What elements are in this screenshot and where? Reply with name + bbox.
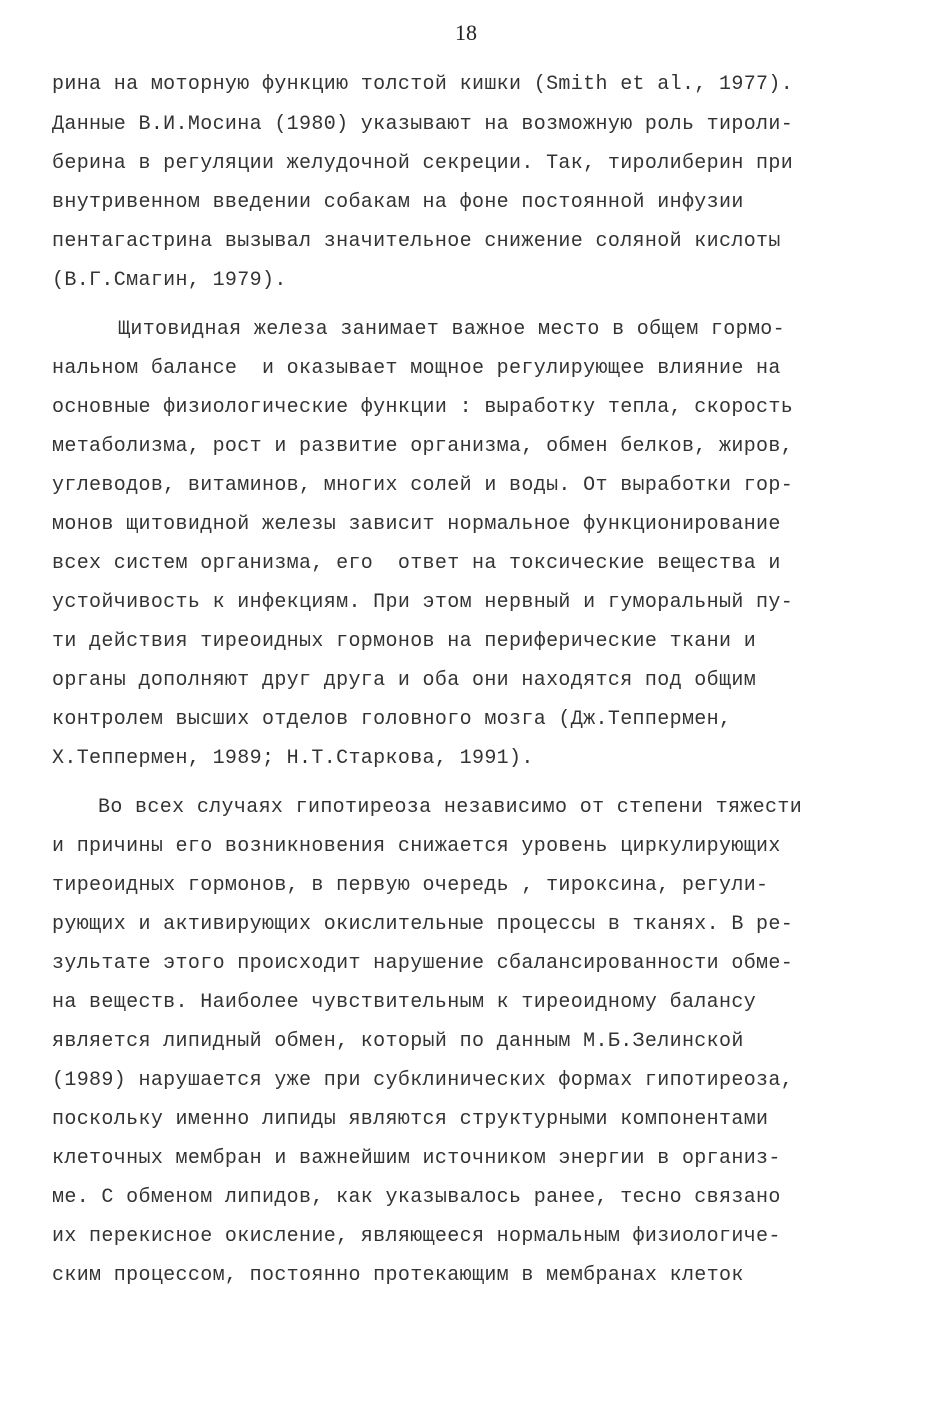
text-line: Х.Теппермен, 1989; Н.Т.Старкова, 1991).	[52, 747, 534, 770]
text-line: всех систем организма, его ответ на токсические вещества и	[52, 552, 781, 575]
text-line: контролем высших отделов головного мозга (Дж.Теппермен,	[52, 708, 732, 731]
text-line: поскольку именно липиды являются структурными компонентами	[52, 1108, 769, 1131]
text-line: зультате этого происходит нарушение сбалансированности обме-	[52, 952, 794, 975]
text-line: устойчивость к инфекциям. При этом нервный и гуморальный пу-	[52, 591, 794, 614]
text-line: ским процессом, постоянно протекающим в мембранах клеток	[52, 1264, 744, 1287]
text-line: пентагастрина вызывал значительное снижение соляной кислоты	[52, 230, 781, 253]
page-number: 18	[455, 20, 477, 45]
text-line: Во всех случаях гипотиреоза независимо от степени тяжести	[98, 796, 803, 819]
text-line: рина на моторную функцию толстой кишки (Smith et al., 1977).	[52, 73, 794, 96]
text-line: монов щитовидной железы зависит нормальное функционирование	[52, 513, 781, 536]
text-line: на веществ. Наиболее чувствительным к тиреоидному балансу	[52, 991, 757, 1014]
text-line: ме. С обменом липидов, как указывалось ранее, тесно связано	[52, 1186, 781, 1209]
text-line: внутривенном введении собакам на фоне постоянной инфузии	[52, 191, 744, 214]
text-line: является липидный обмен, который по данным М.Б.Зелинской	[52, 1030, 744, 1053]
text-line: тиреоидных гормонов, в первую очередь , тироксина, регули-	[52, 874, 769, 897]
text-line: Данные В.И.Мосина (1980) указывают на возможную роль тироли-	[52, 113, 794, 136]
text-line: нальном балансе и оказывает мощное регулирующее влияние на	[52, 357, 781, 380]
text-line: клеточных мембран и важнейшим источником энергии в организ-	[52, 1147, 781, 1170]
text-line: и причины его возникновения снижается уровень циркулирующих	[52, 835, 781, 858]
text-line: ти действия тиреоидных гормонов на периферические ткани и	[52, 630, 757, 653]
text-line: углеводов, витаминов, многих солей и воды. От выработки гор-	[52, 474, 794, 497]
text-line: Щитовидная железа занимает важное место в общем гормо-	[118, 318, 786, 341]
text-line: рующих и активирующих окислительные процессы в тканях. В ре-	[52, 913, 794, 936]
text-line: органы дополняют друг друга и оба они находятся под общим	[52, 669, 757, 692]
text-line: их перекисное окисление, являющееся нормальным физиологиче-	[52, 1225, 781, 1248]
text-line: (В.Г.Смагин, 1979).	[52, 269, 287, 292]
text-line: метаболизма, рост и развитие организма, обмен белков, жиров,	[52, 435, 794, 458]
text-line: основные физиологические функции : выработку тепла, скорость	[52, 396, 794, 419]
text-line: (1989) нарушается уже при субклинических формах гипотиреоза,	[52, 1069, 794, 1092]
text-line: берина в регуляции желудочной секреции. Так, тиролиберин при	[52, 152, 794, 175]
